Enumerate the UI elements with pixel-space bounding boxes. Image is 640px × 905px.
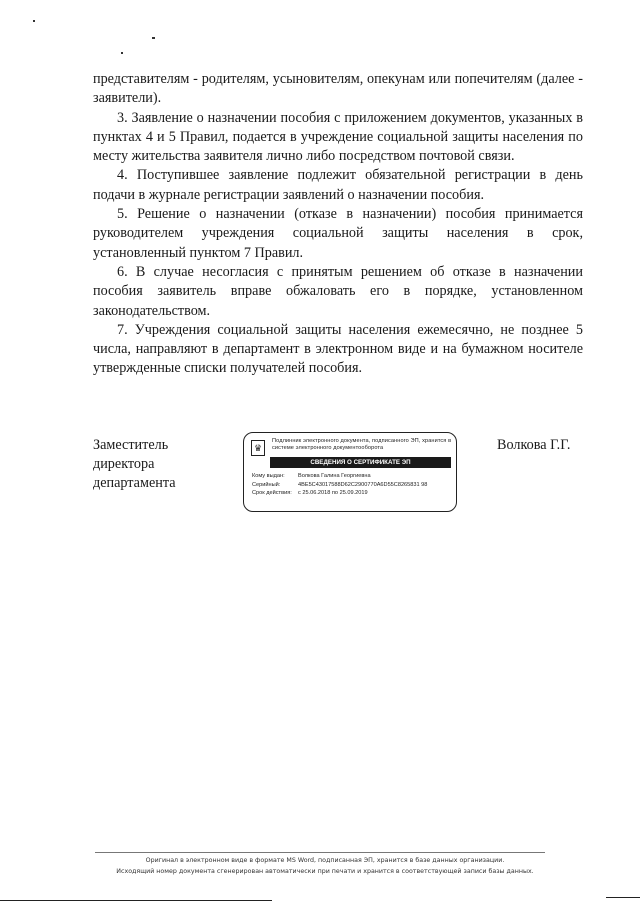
stamp-label: Кому выдан:: [252, 473, 285, 479]
footer-divider: [95, 852, 545, 853]
stamp-band: СВЕДЕНИЯ О СЕРТИФИКАТЕ ЭП: [270, 457, 451, 468]
paragraph-3: 3. Заявление о назначении пособия с приложением документов, указанных в пунктах 4 и 5 Правил, подается в учреждение социальной защиты населения по месту жительства заявителя лично либо посредством почтовой связи.: [93, 109, 583, 165]
digital-signature-stamp: [243, 432, 457, 512]
stamp-caption: Подлинник электронного документа, подписанного ЭП, хранится в системе электронного документооборота: [272, 438, 452, 451]
stamp-value: 4BE5C43017588D62C2900770A6D55C8265831 98: [298, 481, 428, 488]
stamp-value: с 25.06.2018 по 25.09.2019: [298, 490, 368, 496]
footer-line: Исходящий номер документа сгенерирован автоматически при печати и хранится в соответствующей записи базы данных.: [116, 868, 534, 875]
stamp-label: Серийный:: [252, 481, 281, 488]
paragraph-6: 6. В случае несогласия с принятым решением об отказе в назначении пособия заявитель вправе обжаловать его в порядке, установленном законодательством.: [93, 263, 583, 319]
document-body: [93, 70, 583, 379]
paragraph-5: 5. Решение о назначении (отказе в назначении) пособия принимается руководителем учреждения социальной защиты населения в срок, установленный пунктом 7 Правил.: [93, 206, 583, 261]
stamp-label: Срок действия:: [252, 490, 292, 496]
signatory-title-line: директора: [93, 456, 155, 472]
signatory-title: [93, 436, 233, 493]
paragraph-4: 4. Поступившее заявление подлежит обязательной регистрации в день подачи в журнале регистрации заявлений о назначении пособия.: [93, 167, 583, 203]
footer-line: Оригинал в электронном виде в формате MS Word, подписанная ЭП, хранится в базе данных организации.: [145, 857, 505, 864]
stamp-value: Волкова Галина Георгиевна: [298, 473, 371, 479]
stamp-certificate-details: [252, 472, 452, 498]
signatory-name: Волкова Г.Г.: [497, 437, 571, 453]
paragraph-7: 7. Учреждения социальной защиты населения ежемесячно, не позднее 5 числа, направляют в департамент в электронном виде и на бумажном носителе утвержденные списки получателей пособия.: [93, 321, 583, 377]
footer-note: [60, 855, 590, 877]
scan-speck: [152, 37, 155, 39]
stamp-row-issued-to: [252, 472, 452, 481]
bottom-edge-line: [0, 900, 272, 901]
stamp-row-serial: [252, 481, 452, 490]
bottom-edge-line: [606, 897, 640, 898]
paragraph-continuation: представителям - родителям, усыновителям, опекунам или попечителям (далее - заявители).: [93, 71, 583, 107]
coat-of-arms-icon: ♛: [251, 440, 265, 456]
signatory-title-line: департамента: [93, 475, 176, 491]
stamp-row-validity: [252, 489, 452, 498]
signatory-title-line: Заместитель: [93, 437, 169, 453]
scan-speck: [33, 20, 35, 22]
scan-speck: [121, 52, 123, 54]
